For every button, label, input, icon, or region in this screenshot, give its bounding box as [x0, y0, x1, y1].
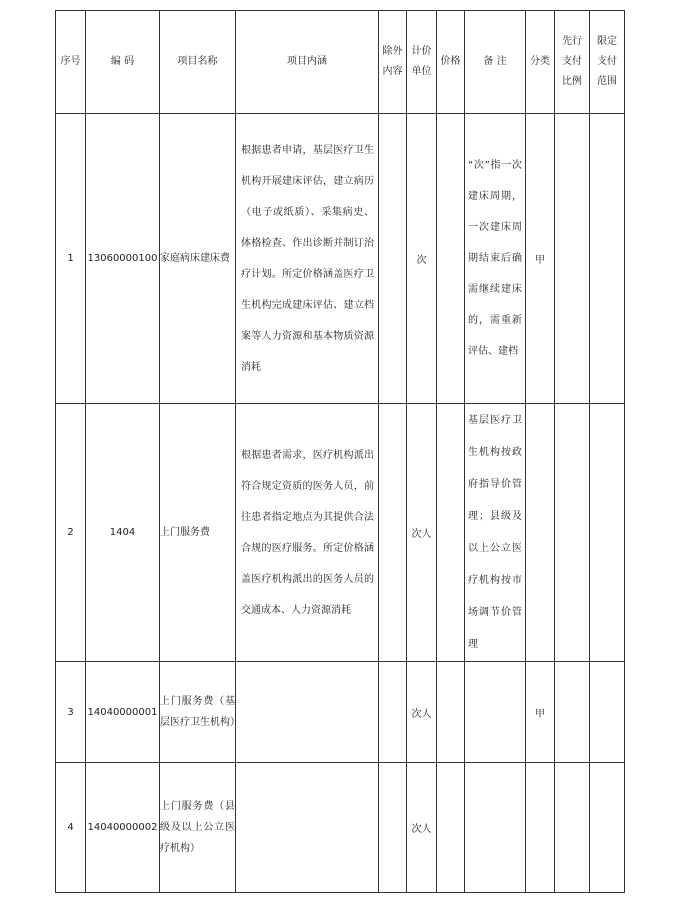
- cell-category: 甲: [526, 114, 555, 404]
- cell-unit: 次: [407, 114, 437, 404]
- header-code: 编 码: [86, 11, 160, 114]
- header-content: 项目内涵: [236, 11, 379, 114]
- header-price: 价格: [437, 11, 465, 114]
- header-unit-line: 计价: [411, 46, 432, 57]
- header-excluded-line: 除外: [382, 46, 403, 57]
- header-category: 分类: [526, 11, 555, 114]
- header-limit-pay-line: 范围: [597, 76, 617, 87]
- cell-name: 上门服务费: [160, 404, 236, 662]
- cell-unit: 次人: [407, 763, 437, 893]
- cell-seq: 2: [56, 404, 86, 662]
- cell-seq: 4: [56, 763, 86, 893]
- header-advance-pay-line: 比例: [562, 76, 582, 87]
- table-row: [56, 114, 625, 404]
- cell-seq: 3: [56, 662, 86, 763]
- cell-content: [236, 662, 379, 763]
- header-limit-pay: [590, 11, 625, 114]
- cell-unit: 次人: [407, 404, 437, 662]
- cell-category: 甲: [526, 662, 555, 763]
- header-unit: [407, 11, 437, 114]
- cell-price: [437, 763, 465, 893]
- cell-remark-text: “次”指一次建床周期，一次建床周期结束后确需继续建床的，需重新评估、建档: [468, 160, 522, 357]
- cell-category: [526, 763, 555, 893]
- cell-limit-pay: [590, 114, 625, 404]
- table-row: [56, 662, 625, 763]
- cell-advance-pay: [555, 114, 590, 404]
- header-advance-pay-line: 支付: [562, 56, 582, 67]
- table-row: [56, 763, 625, 893]
- cell-content: [236, 763, 379, 893]
- cell-seq: 1: [56, 114, 86, 404]
- cell-price: [437, 114, 465, 404]
- cell-content-text: 根据患者需求，医疗机构派出符合规定资质的医务人员，前往患者指定地点为其提供合法合规的医疗服务。所定价格涵盖医疗机构派出的医务人员的交通成本、人力资源消耗: [241, 449, 374, 616]
- cell-code: 13060000100: [86, 114, 160, 404]
- cell-name: 上门服务费（县级及以上公立医疗机构）: [160, 763, 236, 893]
- cell-name: 家庭病床建床费: [160, 114, 236, 404]
- cell-price: [437, 662, 465, 763]
- cell-limit-pay: [590, 763, 625, 893]
- header-advance-pay-line: 先行: [562, 36, 582, 47]
- header-limit-pay-line: 限定: [597, 36, 617, 47]
- header-excluded: [379, 11, 407, 114]
- header-advance-pay: [555, 11, 590, 114]
- table-row: [56, 404, 625, 662]
- cell-advance-pay: [555, 662, 590, 763]
- cell-price: [437, 404, 465, 662]
- cell-advance-pay: [555, 763, 590, 893]
- cell-category: [526, 404, 555, 662]
- cell-name: 上门服务费（基层医疗卫生机构）: [160, 662, 236, 763]
- cell-remark: [465, 763, 526, 893]
- cell-advance-pay: [555, 404, 590, 662]
- header-row: [56, 11, 625, 114]
- cell-excluded: [379, 114, 407, 404]
- cell-remark: [465, 662, 526, 763]
- header-limit-pay-line: 支付: [597, 56, 617, 67]
- cell-content: [236, 404, 379, 662]
- cell-limit-pay: [590, 404, 625, 662]
- cell-excluded: [379, 404, 407, 662]
- cell-remark-text: 基层医疗卫生机构按政府指导价管理；县级及以上公立医疗机构按市场调节价管理: [468, 414, 522, 650]
- header-remark: 备 注: [465, 11, 526, 114]
- cell-excluded: [379, 662, 407, 763]
- cell-content: [236, 114, 379, 404]
- cell-limit-pay: [590, 662, 625, 763]
- cell-remark: [465, 114, 526, 404]
- cell-remark: [465, 404, 526, 662]
- header-unit-line: 单位: [411, 66, 432, 77]
- cell-unit: 次人: [407, 662, 437, 763]
- fee-table: [55, 10, 625, 893]
- cell-code: 14040000001: [86, 662, 160, 763]
- header-name: 项目名称: [160, 11, 236, 114]
- cell-code: 1404: [86, 404, 160, 662]
- cell-excluded: [379, 763, 407, 893]
- header-excluded-line: 内容: [382, 66, 403, 77]
- header-seq: 序号: [56, 11, 86, 114]
- cell-code: 14040000002: [86, 763, 160, 893]
- cell-content-text: 根据患者申请，基层医疗卫生机构开展建床评估，建立病历（电子或纸质）、采集病史、体格检查、作出诊断并制订治疗计划。所定价格涵盖医疗卫生机构完成建床评估、建立档案等人力资源和基本物质资源消耗: [241, 144, 374, 373]
